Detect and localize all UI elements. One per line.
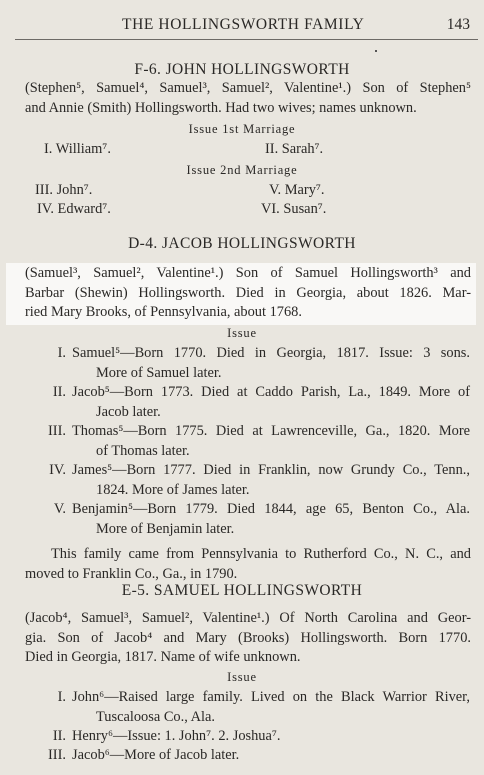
section-heading-john: F-6. JOHN HOLLINGSWORTH bbox=[134, 61, 350, 78]
intro-line: gia. Son of Jacob⁴ and Mary (Brooks) Hollingsworth. Born 1770. bbox=[25, 629, 471, 646]
intro-line: Barbar (Shewin) Hollingsworth. Died in Georgia, about 1826. Mar- bbox=[25, 284, 471, 301]
header-rule bbox=[15, 39, 478, 40]
issue-first-marriage-label: Issue 1st Marriage bbox=[188, 122, 296, 136]
child-entry: VI. Susan⁷. bbox=[261, 201, 327, 217]
note-line: moved to Franklin Co., Ga., in 1790. bbox=[25, 565, 238, 582]
issue-numeral: II. bbox=[52, 384, 66, 400]
issue-entry bbox=[38, 500, 470, 539]
issue-entry bbox=[38, 383, 470, 422]
section-intro-samuel bbox=[25, 609, 471, 668]
issue-line: Jacob⁵—Born 1773. Died at Caddo Parish, La., 1849. More of bbox=[72, 384, 470, 400]
issue-numeral: I. bbox=[57, 345, 66, 361]
issue-line: Jacob⁶—More of Jacob later. bbox=[72, 747, 240, 763]
issue-line: More of Benjamin later. bbox=[96, 520, 235, 537]
issue-line: 1824. More of James later. bbox=[96, 481, 250, 498]
intro-line: (Stephen⁵, Samuel⁴, Samuel³, Samuel², Valentine¹.) Son of Stephen⁵ bbox=[25, 80, 471, 96]
issue-line: Jacob later. bbox=[96, 403, 161, 420]
page-number: 143 bbox=[446, 16, 470, 33]
section-intro-jacob bbox=[25, 264, 471, 323]
issue-numeral: V. bbox=[53, 501, 66, 517]
issue-line: of Thomas later. bbox=[96, 442, 190, 459]
issue-line: Benjamin⁵—Born 1779. Died 1844, age 65, Benton Co., Ala. bbox=[72, 501, 470, 517]
issue-numeral: III. bbox=[48, 747, 66, 763]
running-title: THE HOLLINGSWORTH FAMILY bbox=[122, 16, 365, 33]
issue-label: Issue bbox=[227, 326, 257, 340]
issue-line: James⁵—Born 1777. Died in Franklin, now Grundy Co., Tenn., bbox=[72, 462, 470, 478]
issue-line: Samuel⁵—Born 1770. Died in Georgia, 1817. Issue: 3 sons. bbox=[72, 345, 470, 361]
intro-line: and Annie (Smith) Hollingsworth. Had two wives; names unknown. bbox=[25, 99, 417, 116]
issue-entry bbox=[38, 727, 470, 747]
running-header bbox=[0, 16, 484, 38]
child-entry: IV. Edward⁷. bbox=[37, 201, 111, 217]
intro-line: (Samuel³, Samuel², Valentine¹.) Son of Samuel Hollingsworth³ and bbox=[25, 265, 471, 281]
child-entry: II. Sarah⁷. bbox=[265, 141, 324, 157]
issue-second-marriage-label: Issue 2nd Marriage bbox=[186, 163, 298, 177]
intro-line: ried Mary Brooks, of Pennsylvania, about 1768. bbox=[25, 304, 302, 320]
issue-label: Issue bbox=[227, 670, 257, 684]
child-entry: III. John⁷. bbox=[35, 182, 93, 198]
issue-line: John⁶—Raised large family. Lived on the Black Warrior River, bbox=[72, 689, 470, 705]
issue-entry bbox=[38, 422, 470, 461]
child-entry: I. William⁷. bbox=[44, 141, 111, 157]
issue-entry bbox=[38, 746, 470, 766]
issue-numeral: II. bbox=[52, 728, 66, 744]
family-note bbox=[25, 545, 471, 584]
section-heading-samuel: E-5. SAMUEL HOLLINGSWORTH bbox=[121, 582, 363, 599]
issue-line: More of Samuel later. bbox=[96, 364, 222, 381]
issue-line: Thomas⁵—Born 1775. Died at Lawrenceville, Ga., 1820. More bbox=[72, 423, 470, 439]
issue-entry bbox=[38, 461, 470, 500]
issue-entry bbox=[38, 344, 470, 383]
section-heading-jacob: D-4. JACOB HOLLINGSWORTH bbox=[128, 235, 356, 252]
issue-line: Henry⁶—Issue: 1. John⁷. 2. Joshua⁷. bbox=[72, 728, 281, 744]
child-entry: V. Mary⁷. bbox=[269, 182, 325, 198]
issue-numeral: IV. bbox=[49, 462, 66, 478]
issue-entry bbox=[38, 688, 470, 727]
issue-line: Tuscaloosa Co., Ala. bbox=[96, 708, 215, 725]
intro-line: Died in Georgia, 1817. Name of wife unknown. bbox=[25, 649, 301, 665]
issue-numeral: I. bbox=[57, 689, 66, 705]
speck bbox=[375, 50, 377, 52]
note-line: This family came from Pennsylvania to Rutherford Co., N. C., and bbox=[51, 546, 471, 562]
intro-line: (Jacob⁴, Samuel³, Samuel², Valentine¹.) Of North Carolina and Geor- bbox=[25, 610, 471, 626]
section-intro-john bbox=[25, 79, 471, 118]
issue-numeral: III. bbox=[48, 423, 66, 439]
